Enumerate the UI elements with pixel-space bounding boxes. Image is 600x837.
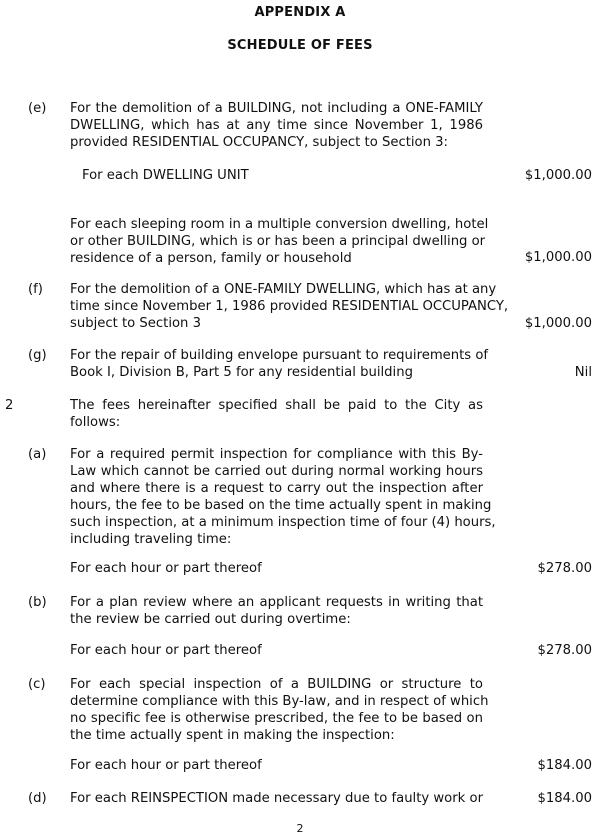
fee-amount: $1,000.00 [524, 316, 592, 331]
clause-text: For a required permit inspection for compliance with this By- Law which cannot be carried out during normal working hours and where there is a request to carry out the inspection after hours, the fee to be based on the time actually spent in making such inspection, at a minimum inspection time of four (4) hours, including traveling time: [70, 447, 496, 547]
fee-item-text: For each DWELLING UNIT [82, 168, 249, 183]
fee-amount: $184.00 [537, 791, 592, 806]
fee-amount: $278.00 [537, 561, 592, 576]
clause-text: For each special inspection of a BUILDING or structure to determine compliance with this By-law, and in respect of which no specific fee is otherwise prescribed, the fee to be based on the time actually spent in making the inspection: [70, 677, 489, 743]
clause-label: (b) [28, 595, 47, 610]
fee-amount: $184.00 [537, 758, 592, 773]
clause-label: (e) [28, 101, 47, 116]
fee-amount: Nil [574, 365, 592, 380]
clause-text: For a plan review where an applicant requests in writing that the review be carried out during overtime: [70, 595, 483, 627]
schedule-heading: SCHEDULE OF FEES [227, 38, 373, 53]
page-number: 2 [296, 822, 304, 835]
clause-text: For the repair of building envelope pursuant to requirements of Book I, Division B, Part 5 for any residential building [70, 348, 489, 380]
clause-label: (a) [28, 447, 47, 462]
clause-label: (f) [28, 282, 43, 297]
section-number: 2 [5, 398, 14, 413]
fee-item-text: For each sleeping room in a multiple conversion dwelling, hotel or other BUILDING, which is or has been a principal dwelling or residence of a person, family or household [70, 217, 489, 266]
fee-item-text: For each hour or part thereof [70, 643, 262, 658]
clause-text: For the demolition of a ONE-FAMILY DWELLING, which has at any time since November 1, 1986 provided RESIDENTIAL OCCUPANCY, subject to Section 3 [70, 282, 509, 331]
fee-amount: $1,000.00 [524, 250, 592, 265]
clause-label: (d) [28, 791, 47, 806]
fee-item-text: For each hour or part thereof [70, 561, 262, 576]
clause-text: For the demolition of a BUILDING, not including a ONE-FAMILY DWELLING, which has at any time since November 1, 1986 provided RESIDENTIAL OCCUPANCY, subject to Section 3: [70, 101, 483, 150]
clause-label: (g) [28, 348, 47, 363]
clause-text: For each REINSPECTION made necessary due to faulty work or [70, 791, 483, 806]
fee-item-text: For each hour or part thereof [70, 758, 262, 773]
fee-amount: $278.00 [537, 643, 592, 658]
appendix-heading: APPENDIX A [254, 5, 346, 20]
clause-label: (c) [28, 677, 46, 692]
section-text: The fees hereinafter specified shall be paid to the City as follows: [70, 398, 483, 430]
fee-amount: $1,000.00 [524, 168, 592, 183]
